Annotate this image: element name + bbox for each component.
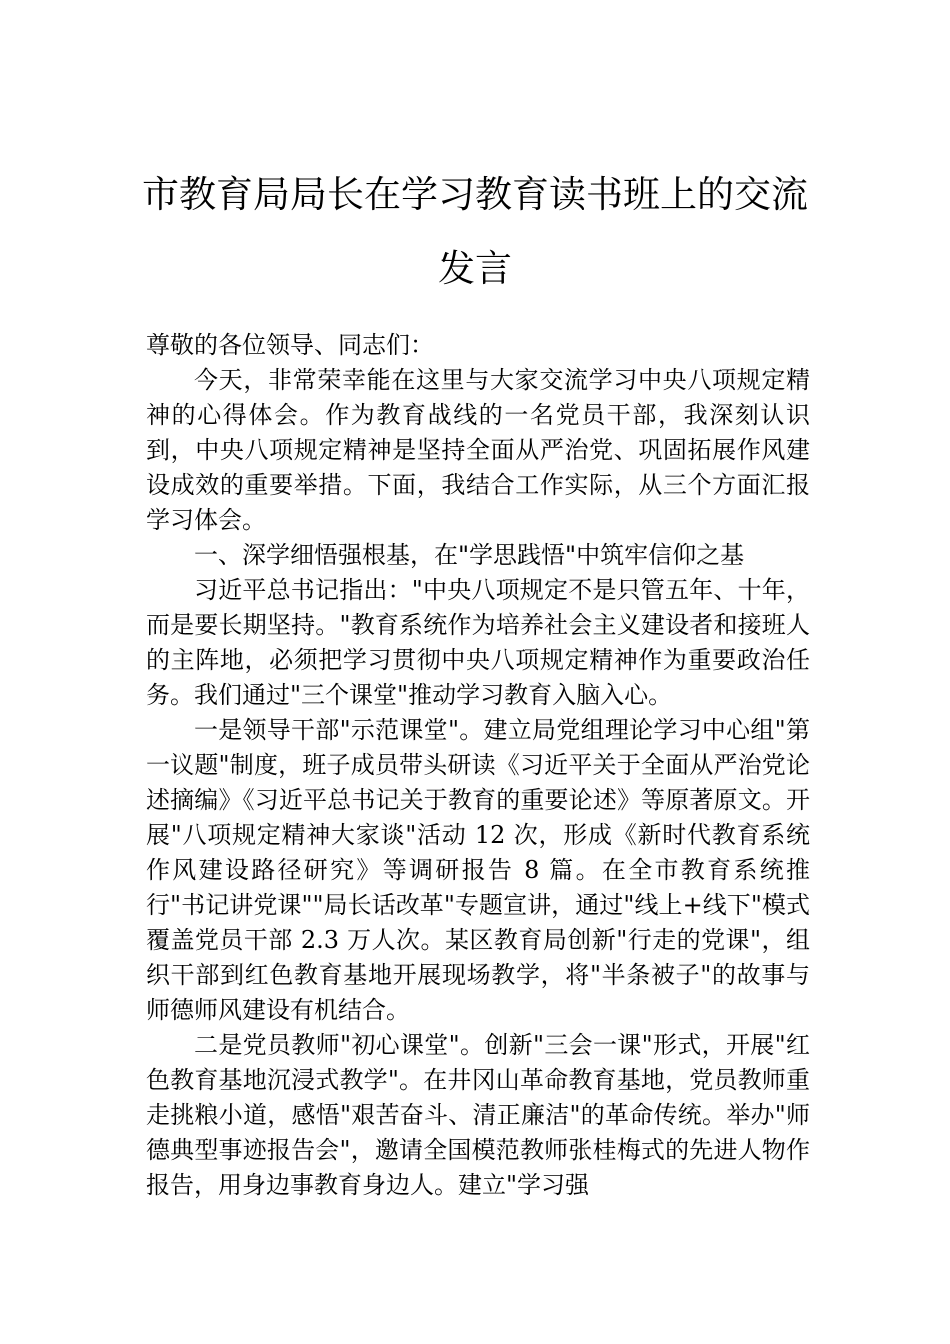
document-title bbox=[0, 158, 950, 306]
title-line-2: 发言 bbox=[438, 247, 512, 290]
paragraph-point-1: 一是领导干部"示范课堂"。建立局党组理论学习中心组"第一议题"制度，班子成员带头研读《习近平关于全面从严治党论述摘编》《习近平总书记关于教育的重要论述》等原著原文。开展"八项规定精神大家谈"活动 12 次，形成《新时代教育系统作风建设路径研究》等调研报告 8 篇。在全市教育系统推行"书记讲党课""局长话改革"专题宣讲，通过"线上+线下"模式覆盖党员干部 2.3 万人次。某区教育局创新"行走的党课"，组织干部到红色教育基地开展现场教学，将"半条被子"的故事与师德师风建设有机结合。 bbox=[146, 716, 810, 1024]
document-body bbox=[146, 328, 810, 1203]
section-heading-1: 一、深学细悟强根基，在"学思践悟"中筑牢信仰之基 bbox=[194, 541, 745, 569]
paragraph-point-2: 二是党员教师"初心课堂"。创新"三会一课"形式，开展"红色教育基地沉浸式教学"。在井冈山革命教育基地，党员教师重走挑粮小道，感悟"艰苦奋斗、清正廉洁"的革命传统。举办"师德典型事迹报告会"，邀请全国模范教师张桂梅式的先进人物作报告，用身边事教育身边人。建立"学习强 bbox=[146, 1031, 810, 1199]
title-line-1: 市教育局局长在学习教育读书班上的交流 bbox=[142, 173, 808, 216]
paragraph-intro: 今天，非常荣幸能在这里与大家交流学习中央八项规定精神的心得体会。作为教育战线的一名党员干部，我深刻认识到，中央八项规定精神是坚持全面从严治党、巩固拓展作风建设成效的重要举措。下面，我结合工作实际，从三个方面汇报学习体会。 bbox=[146, 366, 810, 534]
paragraph-quote: 习近平总书记指出："中央八项规定不是只管五年、十年，而是要长期坚持。"教育系统作为培养社会主义建设者和接班人的主阵地，必须把学习贯彻中央八项规定精神作为重要政治任务。我们通过"三个课堂"推动学习教育入脑入心。 bbox=[146, 576, 810, 709]
salutation: 尊敬的各位领导、同志们： bbox=[146, 331, 434, 359]
